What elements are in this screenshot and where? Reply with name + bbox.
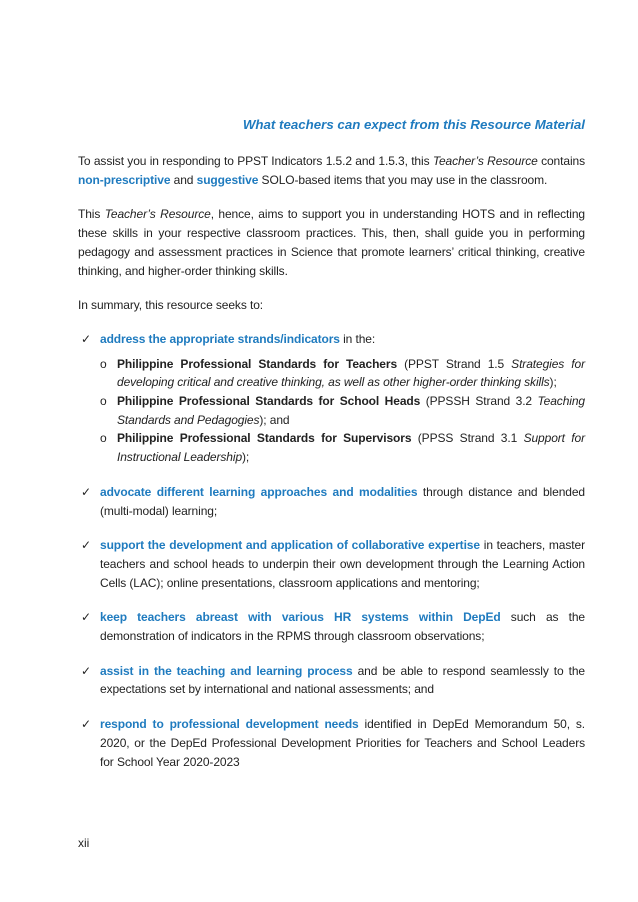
section-heading: What teachers can expect from this Resource Material <box>242 117 585 132</box>
sublist-item <box>100 429 585 466</box>
checkmark-icon: ✓ <box>81 484 91 499</box>
sublist-item-italic: Strategies for developing critical and creative thinking, as well as other higher-order thinking skills <box>117 356 585 390</box>
sublist-item <box>100 392 585 429</box>
circle-bullet-icon: o <box>100 431 107 446</box>
checkmark-icon: ✓ <box>81 331 91 346</box>
checkmark-icon: ✓ <box>81 610 91 625</box>
list-item-text: such as the demonstration of indicators in the RPMS through classroom observations; <box>100 610 585 644</box>
summary-paragraph: In summary, this resource seeks to: <box>78 298 264 313</box>
intro-text-2: contains <box>537 154 585 168</box>
list-item <box>78 715 585 771</box>
sublist-item-text: (PPSSH Strand 3.2 <box>420 394 538 409</box>
circle-bullet-icon: o <box>100 394 107 409</box>
list-item-highlight: assist in the teaching and learning process <box>100 663 353 678</box>
page-number: xii <box>78 836 90 850</box>
list-item-highlight: address the appropriate strands/indicators <box>100 331 340 346</box>
checkmark-icon: ✓ <box>81 538 91 553</box>
sublist-item-text: (PPSS Strand 3.1 <box>411 431 524 446</box>
list-item <box>78 662 585 699</box>
sublist <box>100 355 585 467</box>
sublist-item-italic: Teaching Standards and Pedagogies <box>117 394 585 427</box>
sublist-item-end: ); <box>549 375 557 390</box>
sublist-item-bold: Philippine Professional Standards for Supervisors <box>117 431 412 446</box>
checkmark-icon: ✓ <box>81 663 91 678</box>
intro-text-4: SOLO-based items that you may use in the classroom. <box>258 172 548 187</box>
intro-text-3: and <box>170 172 197 187</box>
purpose-text-2: , hence, aims to support you in understanding HOTS and in reflecting these skills in your respective classroom practices. This, then, shall guide you in performing pedagogy and assessment practices in Science that promote learners’ critical thinking, creative thinking, and higher-order thinking skills. <box>78 207 585 278</box>
list-item-text: in the: <box>339 331 376 346</box>
intro-paragraph <box>78 152 585 189</box>
list-item-highlight: keep teachers abreast with various HR systems within DepEd <box>100 610 501 625</box>
highlight-non-prescriptive: non-prescriptive <box>78 172 171 187</box>
intro-text-1: To assist you in responding to PPST Indicators 1.5.2 and 1.5.3, this <box>78 154 433 168</box>
sublist-item-text: (PPST Strand 1.5 <box>397 356 512 371</box>
sublist-item-end: ); and <box>259 412 290 427</box>
list-item-text: identified in DepEd Memorandum 50, s. 2020, or the DepEd Professional Development Priorities for Teachers and School Leaders for School Year 2020-2023 <box>100 717 585 769</box>
list-item-highlight: respond to professional development needs <box>100 717 359 732</box>
purpose-italic: Teacher’s Resource <box>104 207 211 222</box>
checklist <box>78 330 585 771</box>
highlight-suggestive: suggestive <box>196 172 259 187</box>
list-item-highlight: support the development and application of collaborative expertise <box>100 538 480 553</box>
list-item-text: in teachers, master teachers and school heads to underpin their own development through the Learning Action Cells (LAC); online presentations, classroom applications and mentoring; <box>100 538 585 590</box>
list-item <box>78 483 585 520</box>
list-item-text: through distance and blended (multi-modal) learning; <box>100 484 585 518</box>
document-body <box>78 152 585 787</box>
sublist-item <box>100 355 585 392</box>
purpose-text-1: This <box>78 207 105 222</box>
circle-bullet-icon: o <box>100 356 107 371</box>
list-item <box>78 536 585 592</box>
list-item <box>78 608 585 645</box>
list-item <box>78 330 585 467</box>
list-item-text: and be able to respond seamlessly to the expectations set by international and national assessments; and <box>100 663 585 697</box>
checkmark-icon: ✓ <box>81 717 91 732</box>
sublist-item-bold: Philippine Professional Standards for School Heads <box>117 394 421 409</box>
list-item-highlight: advocate different learning approaches and modalities <box>100 484 418 499</box>
sublist-item-italic: Support for Instructional Leadership <box>117 431 585 465</box>
sublist-item-end: ); <box>242 450 250 465</box>
purpose-paragraph <box>78 205 585 280</box>
intro-italic: Teacher’s Resource <box>432 154 538 168</box>
sublist-item-bold: Philippine Professional Standards for Teachers <box>117 356 398 371</box>
